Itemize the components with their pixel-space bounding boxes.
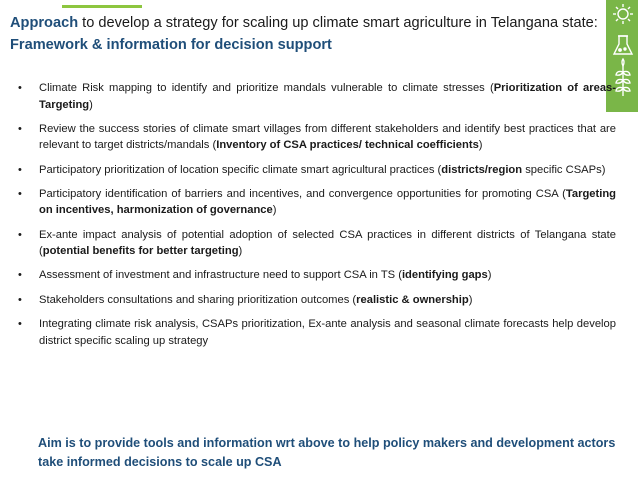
- item-text: Assessment of investment and infrastructure need to support CSA in TS (: [39, 269, 402, 282]
- bullet-marker: •: [18, 318, 22, 331]
- bullet-marker: •: [18, 269, 22, 282]
- title-body: to develop a strategy for scaling up climate smart agriculture in Telangana state:: [78, 15, 598, 31]
- list-item: [16, 316, 616, 349]
- list-item: [16, 227, 616, 260]
- bullet-list: [16, 80, 616, 357]
- item-text: Stakeholders consultations and sharing prioritization outcomes (: [39, 293, 357, 306]
- item-end: specific CSAPs): [522, 163, 606, 176]
- list-item: [16, 186, 616, 219]
- item-emphasis: Inventory of CSA practices/ technical coefficients: [216, 139, 479, 152]
- list-item: [16, 80, 616, 113]
- title-subtitle: Framework & information for decision support: [10, 37, 332, 53]
- slide-title: [10, 12, 618, 56]
- aim-statement: Aim is to provide tools and information wrt above to help policy makers and development actors take informed decisions to scale up CSA: [38, 436, 616, 469]
- item-text: Participatory identification of barriers and incentives, and convergence opportunities for promoting CSA (: [39, 187, 566, 200]
- item-end: ): [487, 269, 492, 282]
- item-text: Ex-ante impact analysis of potential adoption of selected CSA practices in different districts of Telangana state (: [39, 228, 616, 258]
- item-emphasis: potential benefits for better targeting: [42, 245, 239, 258]
- title-lead: Approach: [10, 15, 79, 31]
- bullet-marker: •: [18, 187, 22, 200]
- bullet-marker: •: [18, 228, 22, 241]
- bullet-marker: •: [18, 82, 22, 94]
- bullet-marker: •: [18, 293, 22, 306]
- item-text: Review the success stories of climate smart villages from different stakeholders and identify best practices that are relevant to target districts/mandals (: [39, 122, 616, 152]
- item-end: ): [468, 293, 473, 306]
- item-end: ): [238, 245, 243, 258]
- item-end: ): [89, 98, 93, 111]
- bullet-marker: •: [18, 122, 22, 135]
- list-item: [16, 292, 616, 309]
- item-text: Integrating climate risk analysis, CSAPs prioritization, Ex-ante analysis and seasonal climate forecasts help develop district specific scaling up strategy: [39, 318, 616, 347]
- item-emphasis: identifying gaps: [401, 269, 488, 282]
- bullet-marker: •: [18, 163, 22, 176]
- item-emphasis: Targeting on incentives, harmonization of governance: [39, 187, 616, 217]
- item-emphasis: districts/region: [441, 163, 523, 176]
- list-item: [16, 121, 616, 154]
- item-emphasis: realistic & ownership: [356, 293, 469, 306]
- title-accent-bar: [62, 5, 142, 8]
- list-item: [16, 162, 616, 179]
- item-end: ): [272, 204, 277, 217]
- item-text: Participatory prioritization of location specific climate smart agricultural practices (: [39, 163, 442, 176]
- list-item: [16, 267, 616, 284]
- item-end: ): [478, 139, 483, 152]
- item-emphasis: Prioritization of areas- Targeting: [39, 82, 616, 111]
- item-text: Climate Risk mapping to identify and prioritize mandals vulnerable to climate stresses (: [39, 82, 494, 94]
